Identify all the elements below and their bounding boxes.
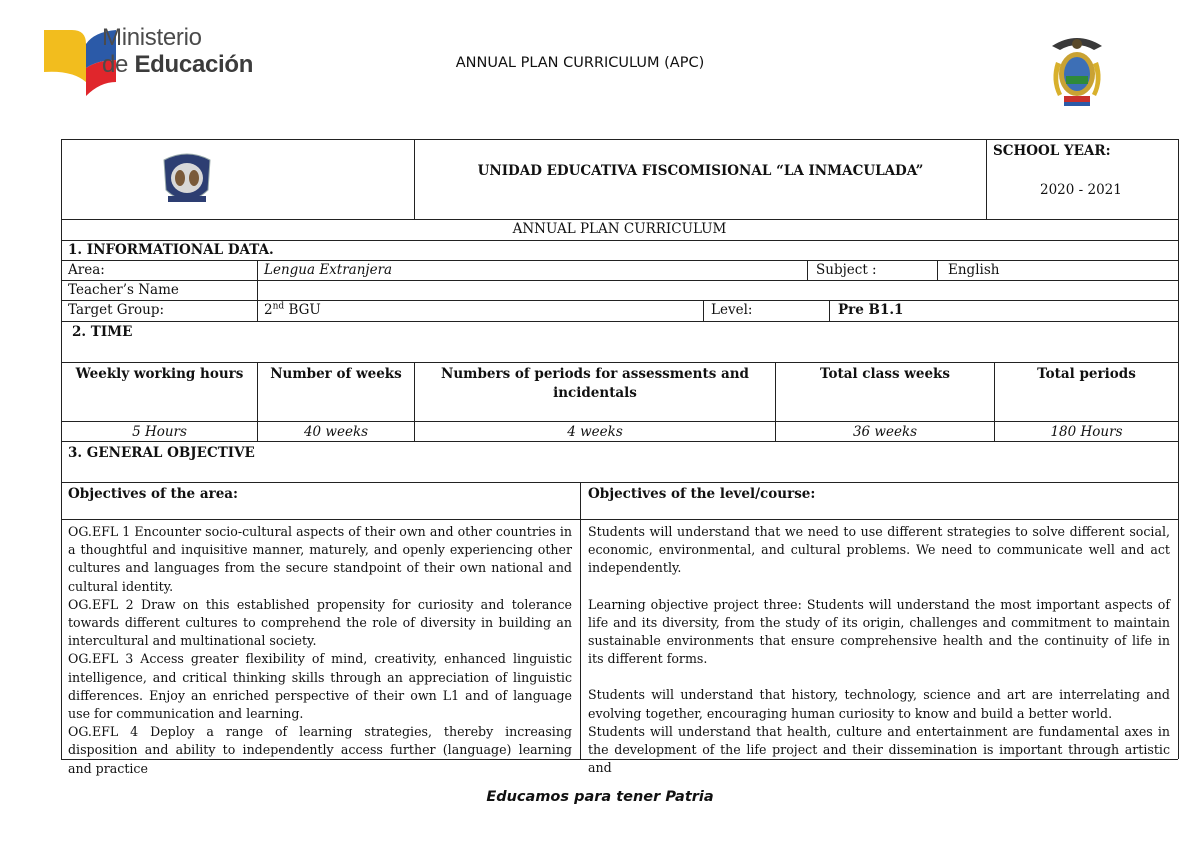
school-name: UNIDAD EDUCATIVA FISCOMISIONAL “LA INMACULADA” xyxy=(477,163,924,179)
level-objectives-heading: Objectives of the level/course: xyxy=(588,486,816,502)
area-objective-4: OG.EFL 4 Deploy a range of learning strategies, thereby increasing disposition and ability to independently access further (language) learning and practice xyxy=(68,724,572,776)
subject-value: English xyxy=(948,262,1000,278)
time-header-assessment-periods: Numbers of periods for assessments and incidentals xyxy=(441,366,749,401)
level-objectives-text xyxy=(588,523,1170,776)
level-label: Level: xyxy=(711,302,753,318)
teacher-label: Teacher’s Name xyxy=(68,282,179,298)
level-value: Pre B1.1 xyxy=(838,302,904,318)
area-label: Area: xyxy=(68,262,105,278)
target-group-label: Target Group: xyxy=(68,302,165,318)
time-heading: 2. TIME xyxy=(72,324,133,340)
time-value-total-class-weeks: 36 weeks xyxy=(852,424,918,440)
target-group-value: 2nd BGU xyxy=(264,301,321,318)
area-objective-1: OG.EFL 1 Encounter socio-cultural aspects of their own and other countries in a thoughtful and inquisitive manner, maturely, and openly experiencing other cultures and languages from the secure standpoint of their own national and cultural identity. xyxy=(68,524,572,594)
area-objectives-heading: Objectives of the area: xyxy=(68,486,239,502)
area-objective-3: OG.EFL 3 Access greater flexibility of mind, creativity, enhanced linguistic intelligence, and critical thinking skills through an appreciation of linguistic differences. Enjoy an enriched perspective of their own L1 and of language use for communication and learning. xyxy=(68,651,572,722)
time-value-weekly-hours: 5 Hours xyxy=(132,424,187,440)
school-crest-logo xyxy=(160,150,214,210)
level-objective-3: Students will understand that history, technology, science and art are interrelating and evolving together, encouraging human curiosity to know and build a better world. xyxy=(588,687,1170,721)
level-objective-1: Students will understand that we need to use different strategies to solve different social, economic, environmental, and cultural problems. We need to communicate well and act independently. xyxy=(588,524,1170,576)
time-header-total-periods: Total periods xyxy=(1037,366,1136,382)
level-objective-4: Students will understand that health, culture and entertainment are fundamental axes in the development of the life project and their dissemination is important through artistic and xyxy=(588,723,1170,776)
general-objective-heading: 3. GENERAL OBJECTIVE xyxy=(68,445,255,461)
plan-title: ANNUAL PLAN CURRICULUM xyxy=(512,221,727,237)
subject-label: Subject : xyxy=(816,262,877,278)
area-value: Lengua Extranjera xyxy=(264,262,393,278)
time-header-weekly-hours: Weekly working hours xyxy=(75,366,244,382)
time-value-number-weeks: 40 weeks xyxy=(303,424,369,440)
time-value-assessment-periods: 4 weeks xyxy=(567,424,623,440)
area-objectives-text xyxy=(68,523,572,776)
ministry-name-line2: de Educación xyxy=(102,51,254,78)
area-objective-2: OG.EFL 2 Draw on this established propensity for curiosity and tolerance towards different cultures to comprehend the role of diversity in building an intercultural and multinational society. xyxy=(68,596,572,649)
time-header-number-weeks: Number of weeks xyxy=(270,366,402,382)
document-title: ANNUAL PLAN CURRICULUM (APC) xyxy=(455,55,705,71)
informational-heading: 1. INFORMATIONAL DATA. xyxy=(68,242,274,258)
ministry-name-line1: Ministerio xyxy=(102,24,202,51)
coat-of-arms-emblem xyxy=(1042,32,1112,110)
time-header-total-class-weeks: Total class weeks xyxy=(819,366,951,382)
school-year-value: 2020 - 2021 xyxy=(1040,182,1122,198)
school-year-label: SCHOOL YEAR: xyxy=(993,143,1111,159)
footer-slogan: Educamos para tener Patria xyxy=(486,789,714,805)
level-objective-2: Learning objective project three: Students will understand the most important aspects of life and its diversity, from the study of its origin, challenges and commitment to maintain sustainable environments that ensure comprehensive health and the continuity of life in its different forms. xyxy=(588,596,1170,667)
time-value-total-periods: 180 Hours xyxy=(1050,424,1123,440)
